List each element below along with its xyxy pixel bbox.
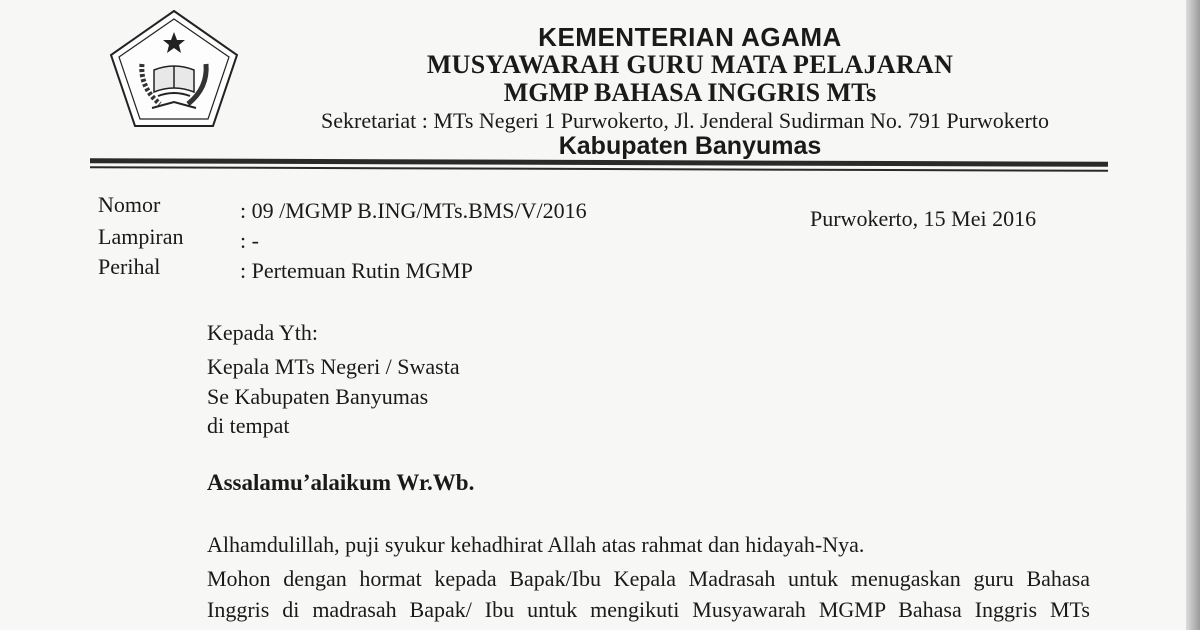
- header-organization: MUSYAWARAH GURU MATA PELAJARAN: [426, 50, 954, 79]
- recipient-line: Kepala MTs Negeri / Swasta: [207, 354, 460, 379]
- lampiran-value: : -: [240, 228, 259, 253]
- lampiran-label: Lampiran: [98, 224, 184, 249]
- greeting: Assalamu’alaikum Wr.Wb.: [207, 470, 475, 495]
- body-paragraph-line: Mohon dengan hormat kepada Bapak/Ibu Kepala Madrasah untuk menugaskan guru Bahasa: [207, 566, 1090, 591]
- nomor-label: Nomor: [98, 192, 161, 217]
- header-divider-thin: [90, 166, 1108, 171]
- recipient-line: Kepada Yth:: [207, 320, 318, 345]
- kementerian-agama-emblem-icon: [108, 8, 240, 130]
- recipient-line: Se Kabupaten Banyumas: [207, 384, 429, 409]
- letter-date: Purwokerto, 15 Mei 2016: [810, 206, 1037, 231]
- header-regency: Kabupaten Banyumas: [558, 132, 822, 160]
- perihal-label: Perihal: [98, 254, 161, 279]
- nomor-value: : 09 /MGMP B.ING/MTs.BMS/V/2016: [240, 198, 587, 223]
- recipient-line: di tempat: [207, 413, 290, 438]
- scan-edge-shadow: [1186, 0, 1200, 630]
- perihal-value: : Pertemuan Rutin MGMP: [240, 258, 473, 283]
- body-paragraph-line: Inggris di madrasah Bapak/ Ibu untuk mengikuti Musyawarah MGMP Bahasa Inggris MTs: [207, 597, 1090, 622]
- header-subject-group: MGMP BAHASA INGGRIS MTs: [503, 78, 877, 107]
- header-ministry: KEMENTERIAN AGAMA: [538, 22, 842, 52]
- body-paragraph-line: Alhamdulillah, puji syukur kehadhirat Allah atas rahmat dan hidayah-Nya.: [207, 532, 865, 557]
- header-secretariat: Sekretariat : MTs Negeri 1 Purwokerto, Jl. Jenderal Sudirman No. 791 Purwokerto: [321, 108, 1049, 133]
